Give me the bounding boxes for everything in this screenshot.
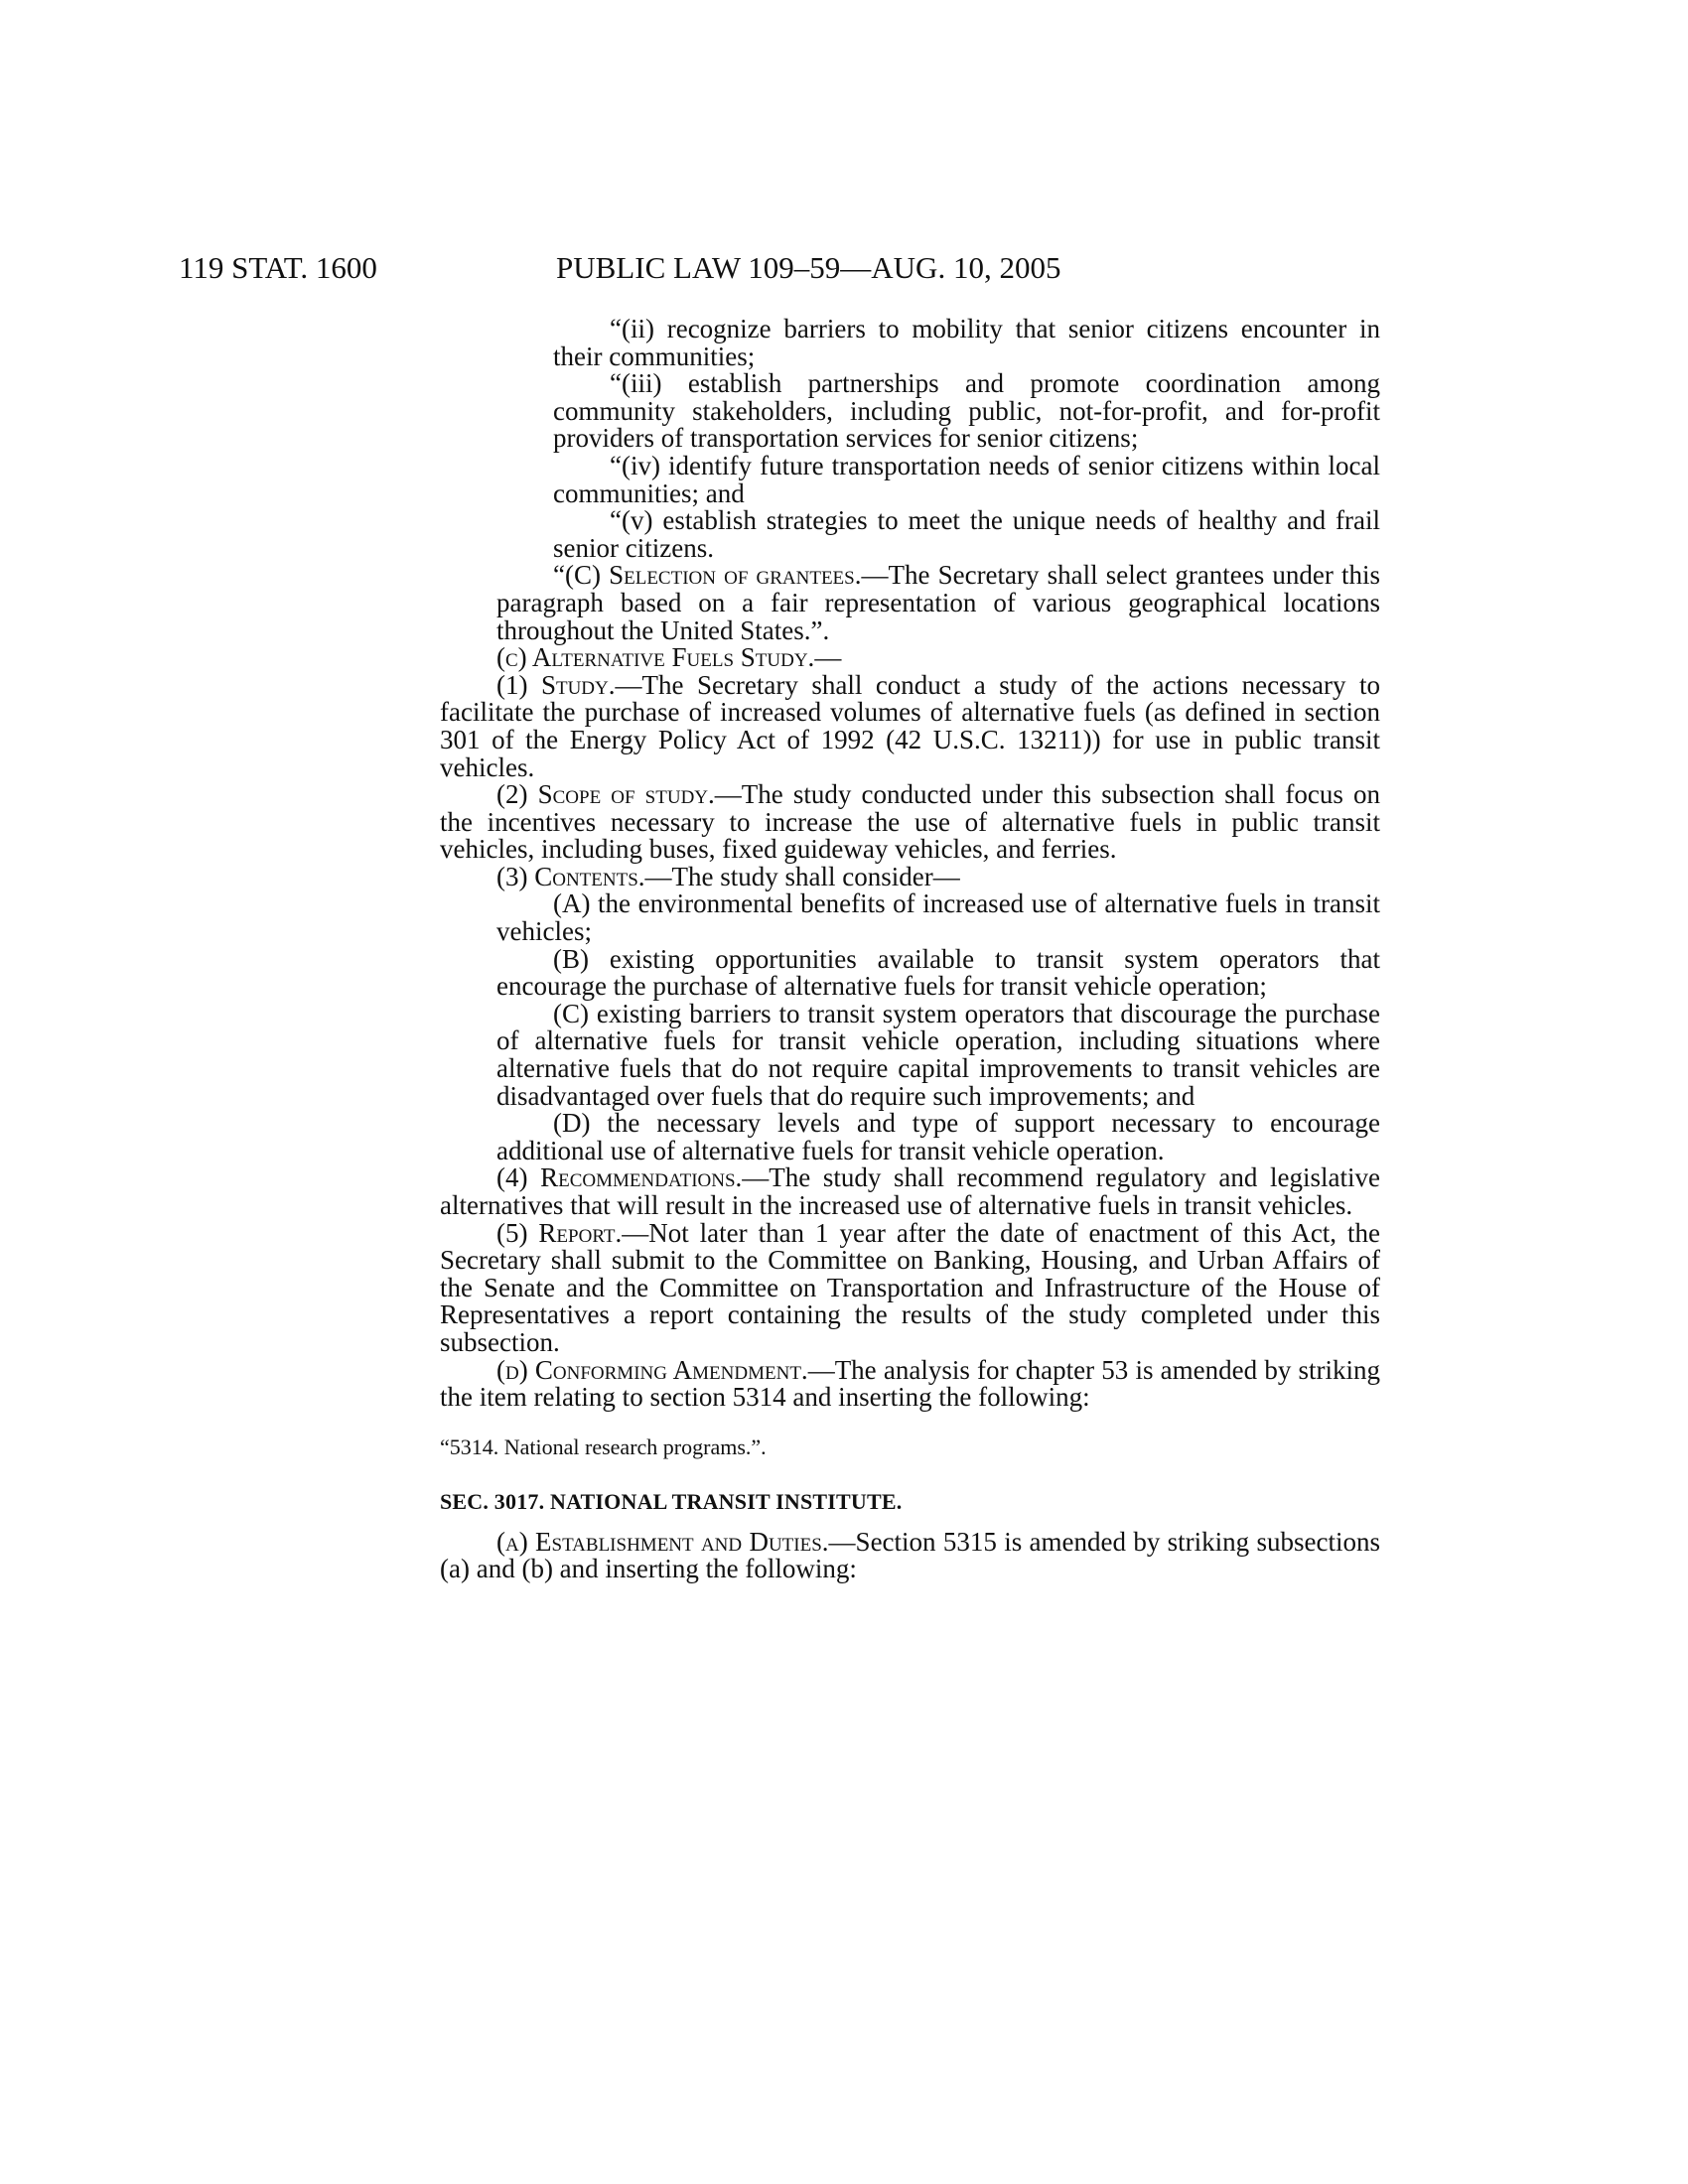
table-of-sections-item: “5314. National research programs.”. bbox=[440, 1433, 767, 1459]
paragraph-2-heading: (2) Scope of study. bbox=[496, 779, 715, 810]
subsection-c-text: — bbox=[814, 642, 842, 673]
subparagraph-C: (C) existing barriers to transit system operators that discourage the purchase of alternative fuels for transit vehicle operation, including situations where alternative fuels that do not require capital improvements to transit vehicles are disadvantaged over fuels that do require such improvements; and bbox=[496, 998, 1380, 1111]
paragraph-2-scope bbox=[440, 781, 1380, 864]
paragraph-1-text: —The Secretary shall conduct a study of the actions necessary to facilitate the purchase of increased volumes of alternative fuels (as defined in section 301 of the Energy Policy Act of 1992 (42 U.S.C. 13211)) for use in public transit vehicles. bbox=[440, 669, 1380, 782]
running-head bbox=[179, 248, 1370, 288]
paragraph-5-heading: (5) Report. bbox=[496, 1217, 623, 1248]
paragraph-3-heading: (3) Contents. bbox=[496, 861, 645, 891]
subparagraph-A: (A) the environmental benefits of increased use of alternative fuels in transit vehicles; bbox=[496, 888, 1380, 947]
paragraph-3-contents bbox=[440, 861, 1380, 891]
stat-reference: 119 STAT. 1600 bbox=[179, 250, 377, 285]
clause-ii: “(ii) recognize barriers to mobility that senior citizens encounter in their communities; bbox=[553, 314, 1380, 371]
clause-iii: “(iii) establish partnerships and promote coordination among community stakeholders, including public, not-for-profit, and for-profit providers of transportation services for senior citizens; bbox=[553, 368, 1380, 454]
subparagraph-B: (B) existing opportunities available to transit system operators that encourage the purchase of alternative fuels for transit vehicle operation; bbox=[496, 943, 1380, 1002]
subsection-d-heading: (d) Conforming Amendment. bbox=[496, 1354, 808, 1385]
subparagraph-C-text: —The Secretary shall select grantees under this paragraph based on a fair representation of various geographical locations throughout the United States.”. bbox=[496, 560, 1380, 645]
public-law-reference: PUBLIC LAW 109–59—AUG. 10, 2005 bbox=[556, 250, 1061, 285]
paragraph-4-heading: (4) Recommendations. bbox=[496, 1162, 743, 1193]
paragraph-1-study bbox=[440, 669, 1380, 782]
paragraph-3-text: —The study shall consider— bbox=[644, 861, 960, 891]
paragraph-4-text: —The study shall recommend regulatory and legislative alternatives that will result in the increased use of alternative fuels in transit vehicles. bbox=[440, 1162, 1380, 1220]
subsection-d-text: —The analysis for chapter 53 is amended by striking the item relating to section 5314 and inserting the following: bbox=[440, 1354, 1381, 1413]
clause-iv: “(iv) identify future transportation needs of senior citizens within local communities; and bbox=[553, 450, 1380, 508]
subparagraph-C-heading: “(C) Selection of grantees. bbox=[553, 560, 862, 591]
subparagraph-C-selection bbox=[496, 562, 1380, 644]
subparagraph-D: (D) the necessary levels and type of support necessary to encourage additional use of alternative fuels for transit vehicle operation. bbox=[496, 1108, 1380, 1165]
paragraph-5-report bbox=[440, 1217, 1380, 1357]
paragraph-2-text: —The study conducted under this subsection shall focus on the incentives necessary to increase the use of alternative fuels in public transit vehicles, including buses, fixed guideway vehicles, and ferries. bbox=[440, 779, 1380, 865]
paragraph-5-text: —Not later than 1 year after the date of enactment of this Act, the Secretary shall submit to the Committee on Banking, Housing, and Urban Affairs of the Senate and the Committee on Transportation and Infrastructure of the House of Representatives a report containing the results of the study completed under this subsection. bbox=[440, 1217, 1380, 1357]
statute-body bbox=[440, 314, 1381, 1584]
clause-v: “(v) establish strategies to meet the unique needs of healthy and frail senior citizens. bbox=[553, 505, 1380, 563]
subsection-c-alternative-fuels bbox=[440, 644, 1380, 672]
subsection-a-heading: (a) Establishment and Duties. bbox=[496, 1526, 829, 1557]
section-heading: SEC. 3017. NATIONAL TRANSIT INSTITUTE. bbox=[440, 1488, 903, 1514]
subsection-a-establishment bbox=[440, 1526, 1381, 1584]
subsection-d-conforming bbox=[440, 1354, 1381, 1413]
subsection-a-text: —Section 5315 is amended by striking subsections (a) and (b) and inserting the following: bbox=[440, 1526, 1381, 1584]
paragraph-4-recommendations bbox=[440, 1164, 1380, 1219]
paragraph-1-heading: (1) Study. bbox=[496, 669, 616, 700]
subsection-c-heading: (c) Alternative Fuels Study. bbox=[496, 642, 815, 673]
